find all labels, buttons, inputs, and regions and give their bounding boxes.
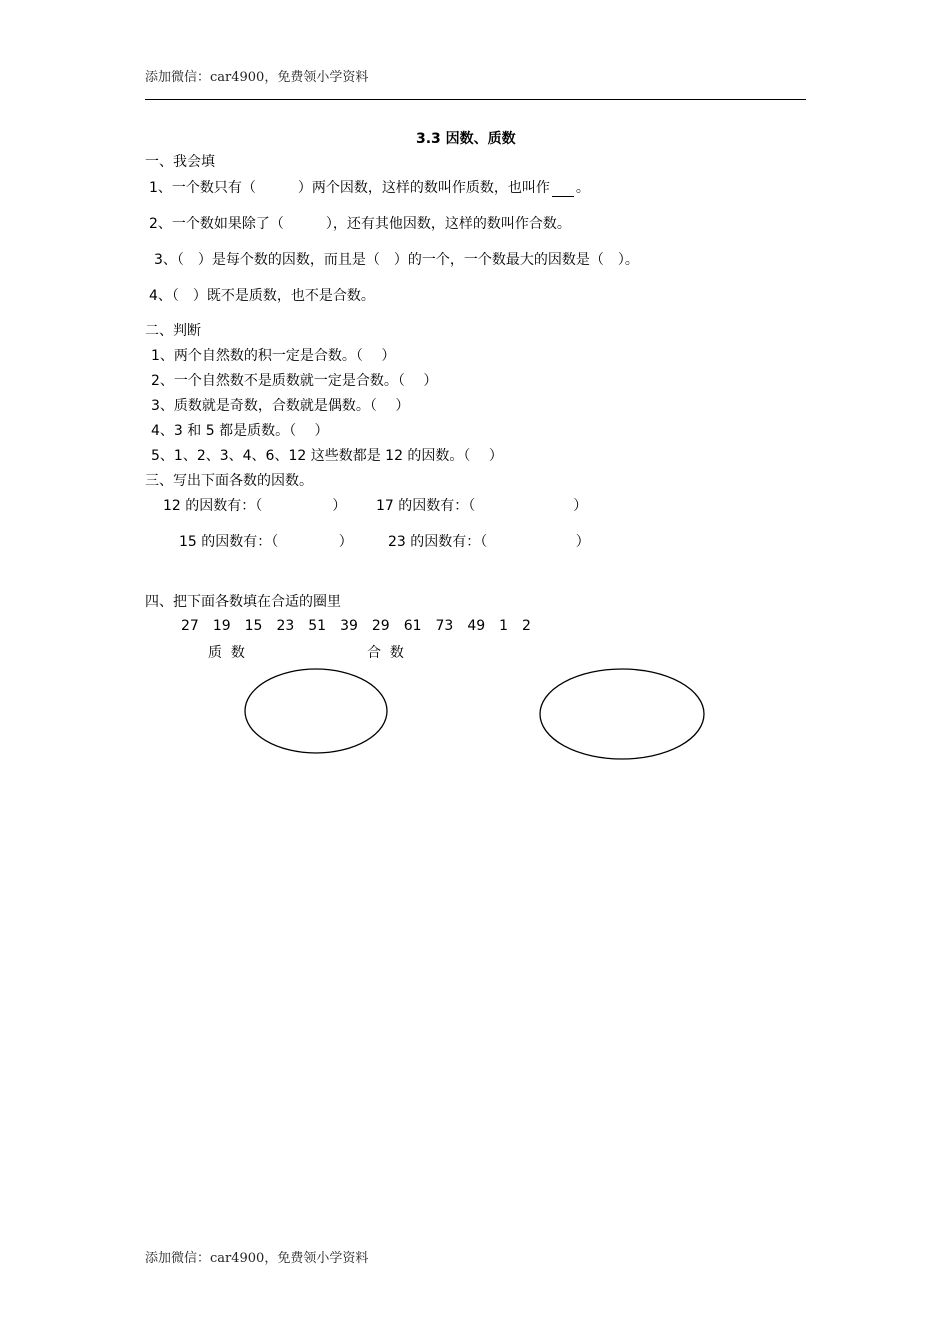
section2-heading: 二、判断 <box>145 323 201 339</box>
footer-note: 添加微信：car4900，免费领小学资料 <box>145 1251 369 1266</box>
fill-question-1-text: 1、一个数只有（ ）两个因数，这样的数叫作质数，也叫作 <box>149 180 550 196</box>
factors-of-15: 15 的因数有：（ ） <box>179 534 353 550</box>
fill-question-3: 3、（ ）是每个数的因数，而且是（ ）的一个，一个数最大的因数是（ ）。 <box>154 252 639 268</box>
factors-of-17: 17 的因数有：（ ） <box>376 498 588 514</box>
prime-label: 质 数 <box>208 645 245 661</box>
fill-question-1-end: 。 <box>575 180 590 196</box>
composite-circle[interactable] <box>540 669 704 759</box>
section4-heading: 四、把下面各数填在合适的圈里 <box>145 594 341 610</box>
header-note: 添加微信：car4900，免费领小学资料 <box>145 70 369 85</box>
fill-question-2: 2、一个数如果除了（ ），还有其他因数，这样的数叫作合数。 <box>149 216 571 232</box>
page-title: 3.3 因数、质数 <box>416 131 516 147</box>
fill-question-4: 4、（ ）既不是质数，也不是合数。 <box>149 288 375 304</box>
section3-heading: 三、写出下面各数的因数。 <box>145 473 313 489</box>
prime-circle[interactable] <box>245 669 387 753</box>
number-list: 27 19 15 23 51 39 29 61 73 49 1 2 <box>181 618 531 634</box>
section1-heading: 一、我会填 <box>145 154 215 170</box>
factors-of-12: 12 的因数有：（ ） <box>163 498 347 514</box>
factors-of-23: 23 的因数有：（ ） <box>388 534 590 550</box>
judge-item-2: 2、一个自然数不是质数就一定是合数。（ ） <box>151 373 438 389</box>
judge-item-1: 1、两个自然数的积一定是合数。（ ） <box>151 348 396 364</box>
judge-item-3: 3、质数就是奇数，合数就是偶数。（ ） <box>151 398 410 414</box>
judge-item-4: 4、3 和 5 都是质数。（ ） <box>151 423 329 439</box>
composite-label: 合 数 <box>367 645 404 661</box>
judge-item-5: 5、1、2、3、4、6、12 这些数都是 12 的因数。（ ） <box>151 448 503 464</box>
